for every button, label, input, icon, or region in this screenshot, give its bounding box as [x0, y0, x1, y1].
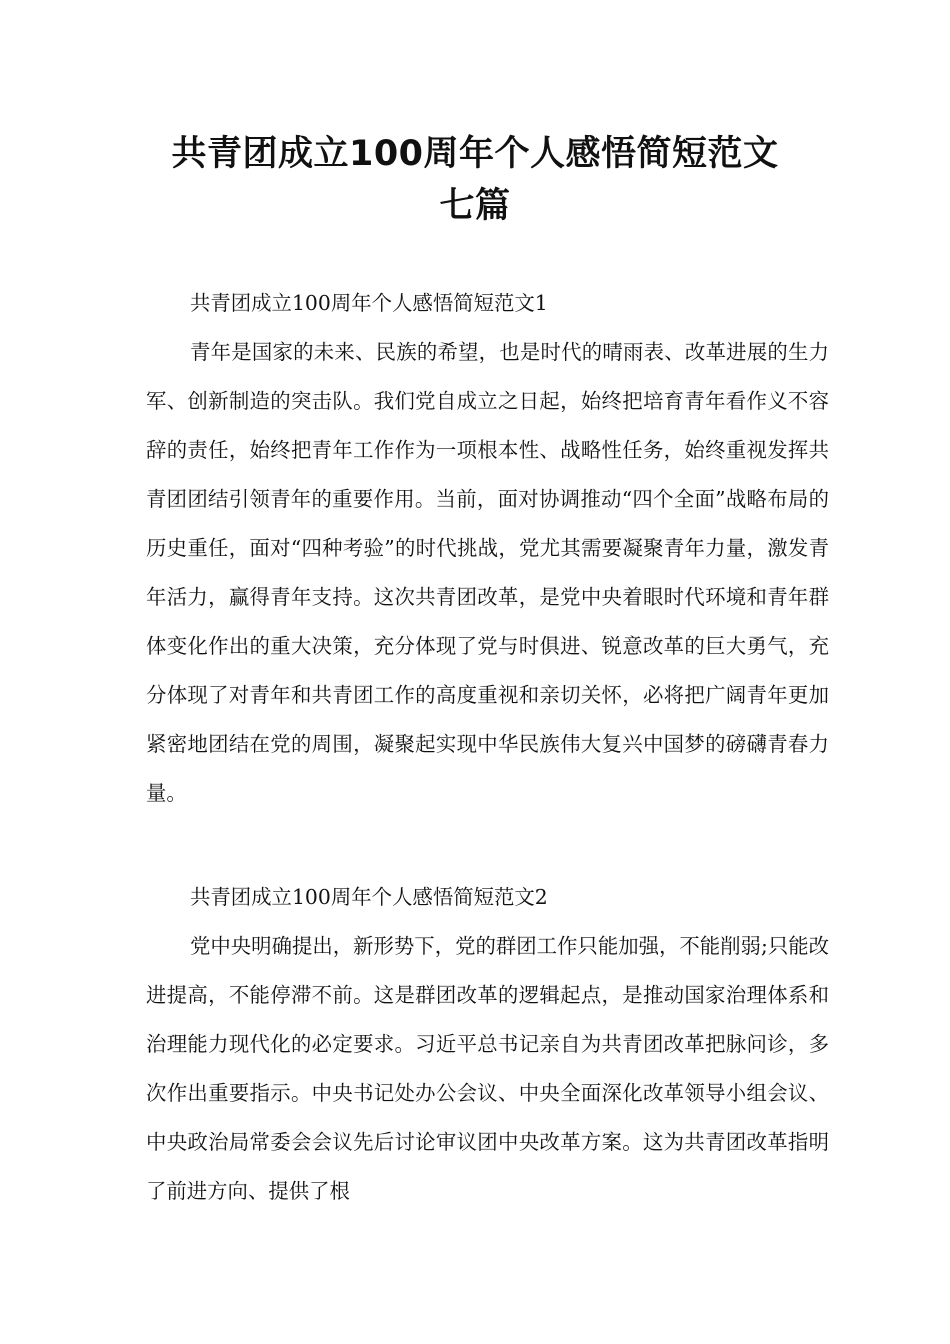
section-paragraph-2: [146, 922, 829, 1216]
document-title-line-1: 共青团成立100周年个人感悟简短范文: [171, 134, 779, 174]
section-paragraph-1: [146, 328, 829, 818]
document-title-line-2: 七篇: [439, 186, 511, 226]
document-title: [110, 128, 840, 232]
paragraph-text-2: 党中央明确提出，新形势下，党的群团工作只能加强，不能削弱;只能改进提高，不能停滞不前。这是群团改革的逻辑起点，是推动国家治理体系和治理能力现代化的必定要求。习近平总书记亲自为共青团改革把脉问诊，多次作出重要指示。中央书记处办公会议、中央全面深化改革领导小组会议、中央政治局常委会会议先后讨论审议团中央改革方案。这为共青团改革指明了前进方向、提供了根: [146, 934, 829, 1203]
paragraph-text-1: 青年是国家的未来、民族的希望，也是时代的晴雨表、改革进展的生力军、创新制造的突击队。我们党自成立之日起，始终把培育青年看作义不容辞的责任，始终把青年工作作为一项根本性、战略性任务，始终重视发挥共青团团结引领青年的重要作用。当前，面对协调推动“四个全面”战略布局的历史重任，面对“四种考验”的时代挑战，党尤其需要凝聚青年力量，激发青年活力，赢得青年支持。这次共青团改革，是党中央着眼时代环境和青年群体变化作出的重大决策，充分体现了党与时俱进、锐意改革的巨大勇气，充分体现了对青年和共青团工作的高度重视和亲切关怀，必将把广阔青年更加紧密地团结在党的周围，凝聚起实现中华民族伟大复兴中国梦的磅礴青春力量。: [146, 340, 829, 805]
section-heading-2: 共青团成立100周年个人感悟简短范文2: [190, 885, 548, 909]
section-heading-1: 共青团成立100周年个人感悟简短范文1: [190, 291, 548, 315]
